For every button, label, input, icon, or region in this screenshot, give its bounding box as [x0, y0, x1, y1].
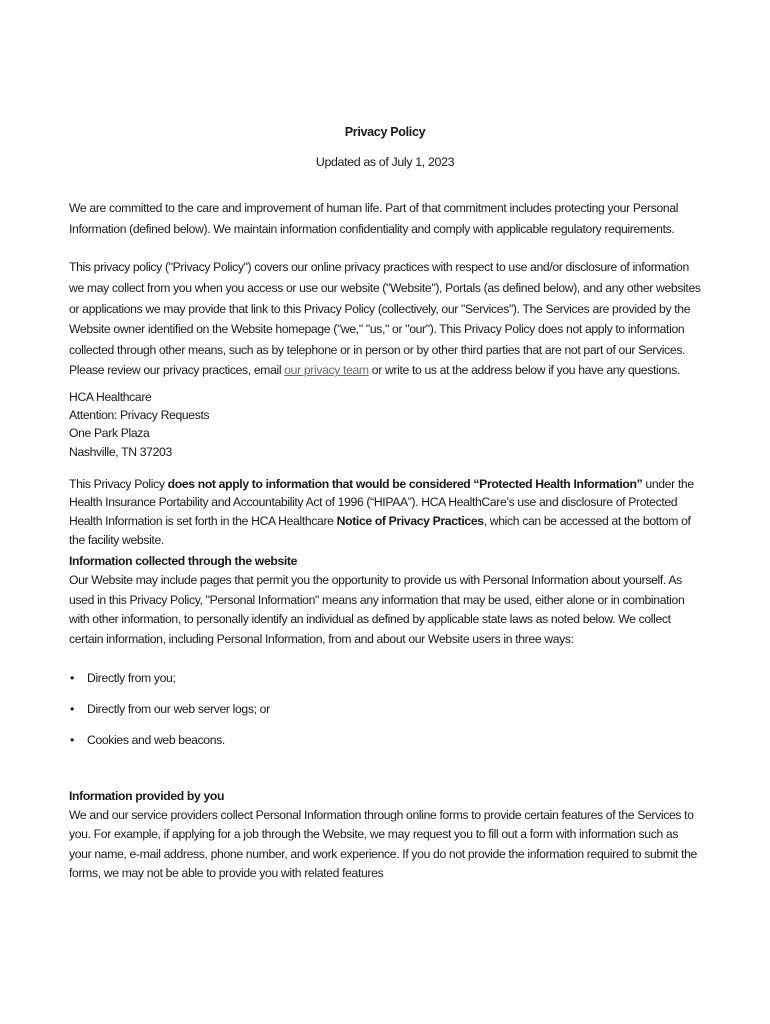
address-line: One Park Plaza	[69, 426, 150, 441]
hipaa-text: , which can be accessed at the bottom of the facility website.	[69, 513, 691, 547]
bullet-icon: •	[70, 732, 74, 747]
list-item-text: Directly from our web server logs; or	[87, 701, 270, 716]
intro-paragraph: We are committed to the care and improvement of human life. Part of that commitment includes protecting your Personal Information (defined below). We maintain information confidentiality and comply with applicable regulatory requirements.	[69, 201, 679, 236]
address-line: HCA Healthcare	[69, 389, 152, 404]
notice-of-privacy-practices: Notice of Privacy Practices	[336, 513, 484, 528]
hipaa-text: under the Health Insurance Portability and Accountability Act of 1996 (“HIPAA”). HCA HealthCare’s use and disclosure of Protected Health Information is set forth in the HCA Healthcare	[69, 476, 694, 528]
scope-text-before-link: This privacy policy ("Privacy Policy") covers our online privacy practices with respect to use and/or disclosure of information we may collect from you when you access or use our website ("Website"), Portals (as defined below), and any other websites or applications we may provide that link to this Privacy Policy (collectively, our "Services"). The Services are provided by the Website owner identified on the Website homepage ("we," "us," or "our"). This Privacy Policy does not apply to information collected through other means, such as by telephone or in person or by other third parties that are not part of our Services. Please review our privacy practices, email	[69, 260, 701, 378]
list-item	[69, 699, 701, 730]
list-item-text: Cookies and web beacons.	[87, 732, 225, 747]
hipaa-bold-text: does not apply to information that would be considered “Protected Health Information”	[167, 476, 643, 491]
document-body	[69, 122, 701, 884]
bullet-icon: •	[70, 701, 74, 716]
mailing-address	[69, 388, 701, 461]
collection-methods-list	[69, 668, 701, 761]
section-body-provided-by-you: We and our service providers collect Personal Information through online forms to provide certain features of the Services to you. For example, if applying for a job through the Website, we may request you to fill out a form with information such as your name, e-mail address, phone number, and work experience. If you do not provide the information required to submit the forms, we may not be able to provide you with related features	[69, 807, 697, 881]
privacy-team-link[interactable]: our privacy team	[284, 363, 369, 378]
updated-date: Updated as of July 1, 2023	[315, 154, 455, 169]
hipaa-text: This Privacy Policy	[69, 476, 168, 491]
list-item	[69, 668, 701, 699]
scope-text-after-link: or write to us at the address below if you have any questions.	[368, 363, 681, 378]
list-item	[69, 730, 701, 761]
section-body-website-collection: Our Website may include pages that permit you the opportunity to provide us with Personal Information about yourself. As used in this Privacy Policy, "Personal Information" means any information that may be used, either alone or in combination with other information, to personally identify an individual as defined by applicable state laws as noted below. We collect certain information, including Personal Information, from and about our Website users in three ways:	[69, 573, 685, 646]
page-title: Privacy Policy	[344, 125, 426, 139]
hipaa-paragraph	[69, 475, 701, 549]
list-item-text: Directly from you;	[87, 670, 176, 685]
scope-paragraph	[69, 257, 701, 381]
bullet-icon: •	[70, 670, 74, 685]
section-heading-website-collection: Information collected through the website	[69, 554, 298, 569]
address-line: Nashville, TN 37203	[69, 444, 172, 459]
section-heading-provided-by-you: Information provided by you	[69, 788, 225, 803]
address-line: Attention: Privacy Requests	[69, 408, 210, 423]
